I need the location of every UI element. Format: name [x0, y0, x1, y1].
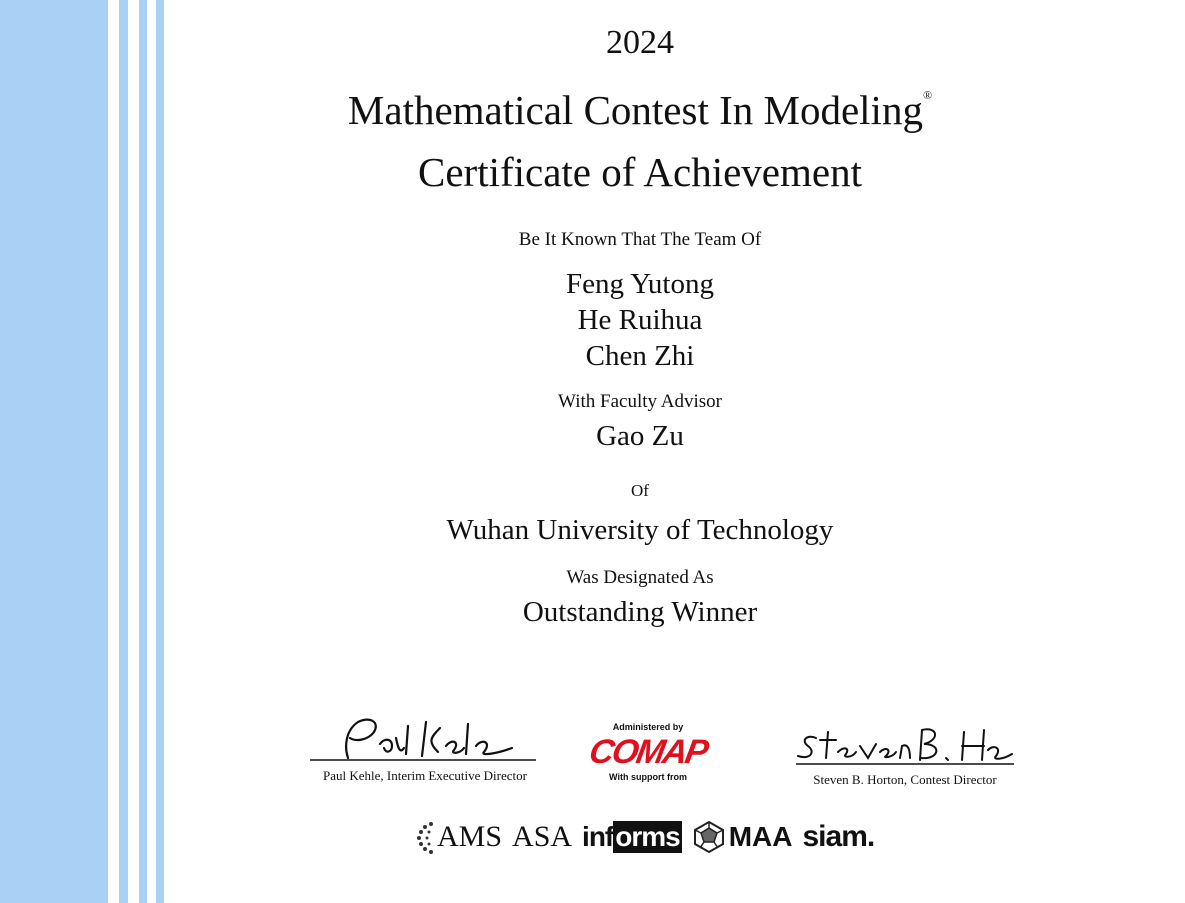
intro-text: Be It Known That The Team Of — [518, 229, 762, 250]
maa-logo — [692, 820, 793, 854]
right-signature-caption: Steven B. Horton, Contest Director — [813, 772, 997, 787]
ams-logo — [415, 820, 502, 854]
institution-name: Wuhan University of Technology — [446, 514, 834, 546]
comap-block — [588, 722, 708, 782]
decorative-stripe — [119, 0, 128, 903]
with-support-label: With support from — [609, 772, 687, 782]
team-member: Chen Zhi — [585, 340, 695, 372]
of-label: Of — [631, 481, 649, 500]
advisor-label: With Faculty Advisor — [558, 391, 722, 412]
team-member: Feng Yutong — [566, 268, 714, 300]
asa-logo: ASA — [512, 820, 573, 853]
comap-logo: COMAP — [586, 733, 710, 771]
informs-text-a: inf — [582, 821, 614, 852]
contest-name: Mathematical Contest In Modeling — [347, 87, 923, 133]
left-signature-caption: Paul Kehle, Interim Executive Director — [323, 768, 527, 783]
certificate-subtitle: Certificate of Achievement — [418, 149, 862, 195]
certificate-year: 2024 — [606, 24, 674, 61]
paul-kehle-signature — [300, 708, 550, 764]
decorative-stripe — [139, 0, 147, 903]
decorative-stripe-wide — [0, 0, 108, 903]
maa-polyhedron-icon — [692, 820, 726, 854]
maa-text: MAA — [728, 821, 793, 852]
informs-logo — [582, 821, 682, 853]
designation-label: Was Designated As — [566, 567, 714, 588]
designation: Outstanding Winner — [522, 596, 758, 628]
contest-title — [160, 86, 1120, 134]
administered-by-label: Administered by — [612, 722, 684, 732]
right-signature-block — [790, 716, 1020, 788]
informs-text-b: orms — [615, 821, 680, 852]
ams-text: AMS — [437, 820, 503, 853]
registered-mark: ® — [922, 88, 933, 103]
sponsor-logos — [415, 815, 935, 859]
left-signature-block — [300, 708, 550, 784]
ams-dots-icon — [415, 820, 437, 854]
steven-horton-signature — [790, 716, 1020, 768]
advisor-name: Gao Zu — [596, 420, 684, 452]
siam-logo: siam. — [802, 820, 875, 853]
team-member: He Ruihua — [577, 304, 703, 336]
